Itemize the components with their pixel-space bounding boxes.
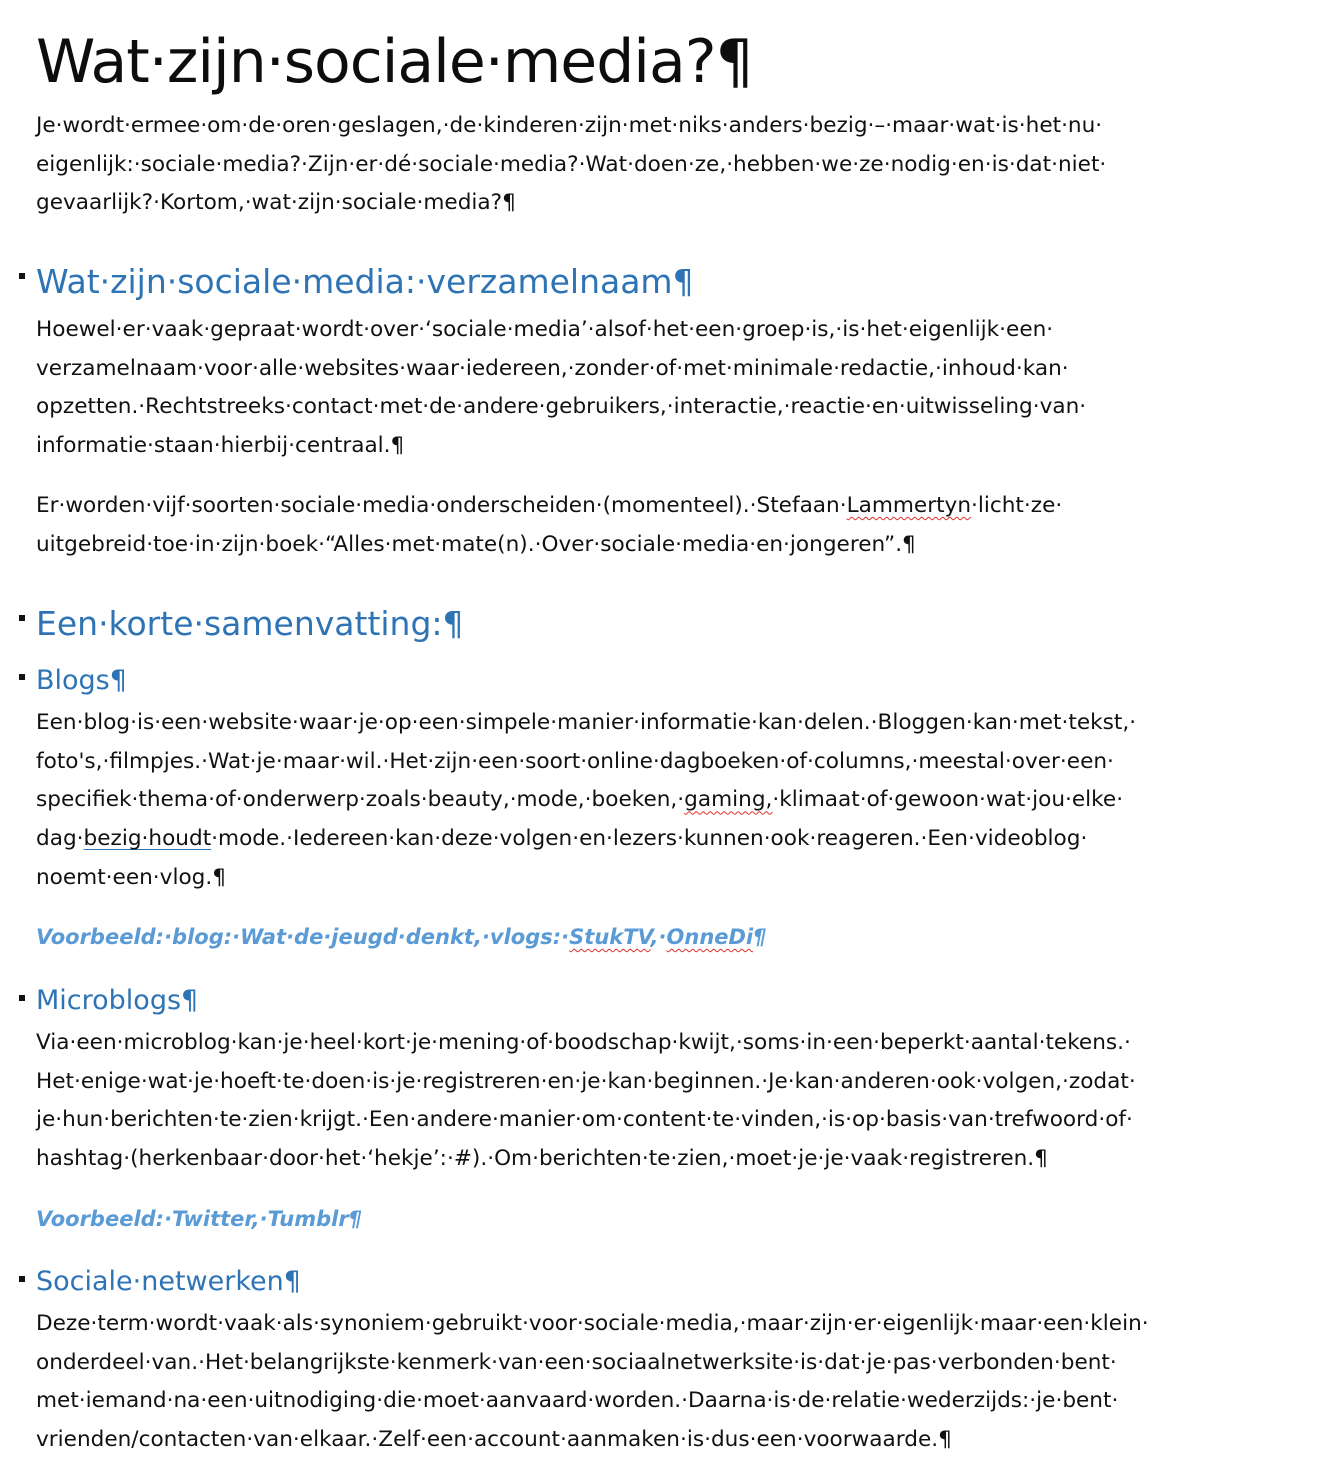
paragraph-line: informatie·staan·hierbij·centraal.¶ [36,433,405,459]
text-run: Er·worden·vijf·soorten·sociale·media·onderscheiden·(momenteel).·Stefaan· [36,493,847,518]
heading-microblogs[interactable]: Microblogs¶ [36,985,199,1016]
heading-paragraph-mark [19,995,25,1001]
heading-blogs[interactable]: Blogs¶ [36,665,127,696]
verzamelnaam-paragraph-2[interactable] [36,487,1062,564]
spellcheck-word-stuktv[interactable]: StukTV [569,925,651,949]
heading-verzamelnaam[interactable]: Wat·zijn·sociale·media:·verzamelnaam¶ [36,262,694,301]
paragraph-line: met·iemand·na·een·uitnodiging·die·moet·aanvaard·worden.·Daarna·is·de·relatie·wederzijds:·je·bent· [36,1388,1119,1414]
spellcheck-word-onnedi[interactable]: OnneDi [666,925,754,949]
paragraph-line [36,781,1136,820]
paragraph-line: uitgebreid·toe·in·zijn·boek·“Alles·met·mate(n).·Over·sociale·media·en·jongeren”.¶ [36,531,916,557]
text-run: ·licht·ze· [971,493,1063,518]
grammar-flag-bezig-houdt[interactable]: bezig·houdt [83,826,212,852]
text-run: Voorbeeld:·blog:·Wat·de·jeugd·denkt,·vlogs:· [36,925,570,949]
blogs-example[interactable] [36,922,767,952]
paragraph-line: hashtag·(herkenbaar·door·het·‘hekje’:·#).·Om·berichten·te·zien,·moet·je·je·vaak·registreren.¶ [36,1146,1048,1172]
heading-paragraph-mark [19,615,25,621]
spellcheck-word-gaming[interactable]: gaming, [684,787,773,813]
paragraph-line: Deze·term·wordt·vaak·als·synoniem·gebruikt·voor·sociale·media,·maar·zijn·er·eigenlijk·maar·een·klein· [36,1311,1149,1336]
text-run: ,· [650,925,667,949]
intro-paragraph[interactable] [36,107,1106,223]
intro-line: gevaarlijk?·Kortom,·wat·zijn·sociale·media?¶ [36,190,516,216]
paragraph-line: vrienden/contacten·van·elkaar.·Zelf·een·account·aanmaken·is·dus·een·voorwaarde.¶ [36,1427,952,1453]
verzamelnaam-paragraph-1[interactable] [36,311,1086,466]
heading-paragraph-mark [19,1276,25,1282]
paragraph-line: je·hun·berichten·te·zien·krijgt.·Een·andere·manier·om·content·te·vinden,·is·op·basis·van·trefwoord·of· [36,1107,1133,1133]
paragraph-line: verzamelnaam·voor·alle·websites·waar·iedereen,·zonder·of·met·minimale·redactie,·inhoud·kan· [36,355,1069,381]
paragraph-line: onderdeel·van.·Het·belangrijkste·kenmerk·van·een·sociaalnetwerksite·is·dat·je·pas·verbonden·bent· [36,1349,1117,1375]
blogs-paragraph[interactable] [36,704,1136,898]
heading-samenvatting[interactable]: Een·korte·samenvatting:¶ [36,604,464,643]
paragraph-line: Via·een·microblog·kan·je·heel·kort·je·mening·of·boodschap·kwijt,·soms·in·een·beperkt·aantal·tekens.· [36,1030,1131,1055]
text-run: ·klimaat·of·gewoon·wat·jou·elke· [772,787,1124,813]
heading-paragraph-mark [19,273,25,279]
intro-line: Je·wordt·ermee·om·de·oren·geslagen,·de·kinderen·zijn·met·niks·anders·bezig·–·maar·wat·is·het·nu· [36,113,1103,138]
paragraph-line: Hoewel·er·vaak·gepraat·wordt·over·‘sociale·media’·alsof·het·een·groep·is,·is·het·eigenlijk·een· [36,317,1054,342]
heading-paragraph-mark [19,674,25,680]
paragraph-line [36,487,1062,526]
text-run: ¶ [753,925,767,949]
paragraph-line: noemt·een·vlog.¶ [36,864,226,890]
paragraph-line: opzetten.·Rechtstreeks·contact·met·de·andere·gebruikers,·interactie,·reactie·en·uitwisseling·van· [36,394,1087,420]
document-title[interactable]: Wat·zijn·sociale·media?¶ [36,27,753,97]
spellcheck-word-lammertyn[interactable]: Lammertyn [846,493,972,518]
heading-sociale-netwerken[interactable]: Sociale·netwerken¶ [36,1266,301,1297]
intro-line: eigenlijk:·sociale·media?·Zijn·er·dé·sociale·media?·Wat·doen·ze,·hebben·we·ze·nodig·en·is·dat·niet· [36,151,1107,177]
microblogs-paragraph[interactable] [36,1024,1136,1179]
paragraph-line: foto's,·filmpjes.·Wat·je·maar·wil.·Het·zijn·een·soort·online·dagboeken·of·columns,·meestal·over·een· [36,748,1114,774]
paragraph-line: Een·blog·is·een·website·waar·je·op·een·simpele·manier·informatie·kan·delen.·Bloggen·kan·met·tekst,· [36,710,1137,735]
text-run: dag· [36,826,84,852]
text-run: ·mode.·Iedereen·kan·deze·volgen·en·lezers·kunnen·ook·reageren.·Een·videoblog· [211,826,1088,852]
netwerken-paragraph[interactable] [36,1305,1149,1460]
paragraph-line [36,820,1136,859]
text-run: specifiek·thema·of·onderwerp·zoals·beauty,·mode,·boeken,· [36,787,685,813]
microblogs-example[interactable]: Voorbeeld:·Twitter,·Tumblr¶ [36,1207,363,1231]
paragraph-line: Het·enige·wat·je·hoeft·te·doen·is·je·registreren·en·je·kan·beginnen.·Je·kan·anderen·ook·volgen,·zodat· [36,1068,1136,1094]
